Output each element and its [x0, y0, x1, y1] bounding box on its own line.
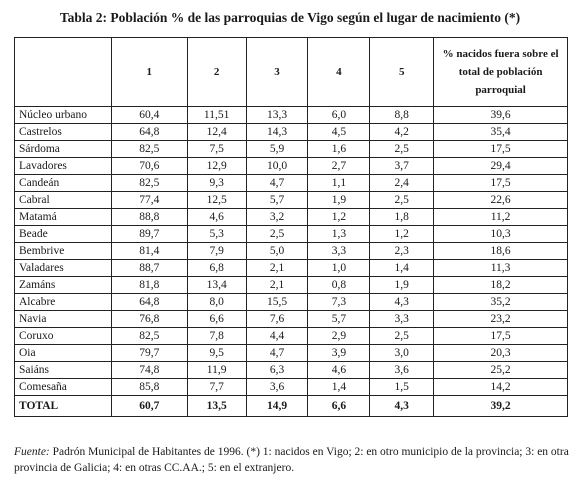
value-cell: 2,5 [370, 192, 434, 209]
value-cell: 60,4 [111, 107, 187, 124]
value-cell: 13,5 [187, 396, 246, 417]
value-cell: 14,2 [434, 379, 568, 396]
value-cell: 76,8 [111, 311, 187, 328]
value-cell: 3,0 [370, 345, 434, 362]
value-cell: 8,8 [370, 107, 434, 124]
value-cell: 9,5 [187, 345, 246, 362]
value-cell: 6,0 [308, 107, 370, 124]
value-cell: 64,8 [111, 124, 187, 141]
value-cell: 74,8 [111, 362, 187, 379]
value-cell: 4,4 [246, 328, 308, 345]
value-cell: 2,9 [308, 328, 370, 345]
value-cell: 4,5 [308, 124, 370, 141]
value-cell: 82,5 [111, 175, 187, 192]
header-cell-2: 2 [187, 38, 246, 107]
value-cell: 3,6 [246, 379, 308, 396]
value-cell: 2,4 [370, 175, 434, 192]
value-cell: 0,8 [308, 277, 370, 294]
parish-name-cell: Castrelos [15, 124, 112, 141]
value-cell: 13,4 [187, 277, 246, 294]
value-cell: 22,6 [434, 192, 568, 209]
parish-name-cell: Alcabre [15, 294, 112, 311]
value-cell: 1,8 [370, 209, 434, 226]
table-row [15, 260, 568, 277]
value-cell: 64,8 [111, 294, 187, 311]
table-row [15, 328, 568, 345]
parish-name-cell: Navia [15, 311, 112, 328]
value-cell: 1,2 [308, 209, 370, 226]
parish-name-cell: Coruxo [15, 328, 112, 345]
parish-name-cell: Valadares [15, 260, 112, 277]
value-cell: 3,7 [370, 158, 434, 175]
value-cell: 7,7 [187, 379, 246, 396]
header-cell-3: 3 [246, 38, 308, 107]
value-cell: 5,9 [246, 141, 308, 158]
value-cell: 9,3 [187, 175, 246, 192]
table-row [15, 124, 568, 141]
value-cell: 12,5 [187, 192, 246, 209]
value-cell: 7,8 [187, 328, 246, 345]
value-cell: 6,6 [308, 396, 370, 417]
value-cell: 2,1 [246, 260, 308, 277]
header-cell-5: 5 [370, 38, 434, 107]
value-cell: 77,4 [111, 192, 187, 209]
value-cell: 23,2 [434, 311, 568, 328]
value-cell: 20,3 [434, 345, 568, 362]
value-cell: 25,2 [434, 362, 568, 379]
value-cell: 3,9 [308, 345, 370, 362]
parish-name-cell: Zamáns [15, 277, 112, 294]
value-cell: 1,9 [308, 192, 370, 209]
value-cell: 1,0 [308, 260, 370, 277]
value-cell: 1,1 [308, 175, 370, 192]
value-cell: 4,6 [308, 362, 370, 379]
value-cell: 2,1 [246, 277, 308, 294]
parish-name-cell: Beade [15, 226, 112, 243]
table-row [15, 277, 568, 294]
table-body [15, 107, 568, 417]
table-row [15, 175, 568, 192]
parish-name-cell: Matamá [15, 209, 112, 226]
value-cell: 7,3 [308, 294, 370, 311]
value-cell: 5,7 [308, 311, 370, 328]
table-title: Tabla 2: Población % de las parroquias de Vigo según el lugar de nacimiento (*) [59, 10, 521, 25]
parish-name-cell: Saiáns [15, 362, 112, 379]
value-cell: 82,5 [111, 141, 187, 158]
table-row [15, 192, 568, 209]
value-cell: 1,5 [370, 379, 434, 396]
parish-name-cell: Comesaña [15, 379, 112, 396]
table-row [15, 311, 568, 328]
value-cell: 4,7 [246, 175, 308, 192]
parish-name-cell: Cabral [15, 192, 112, 209]
value-cell: 85,8 [111, 379, 187, 396]
parish-name-cell: Núcleo urbano [15, 107, 112, 124]
value-cell: 88,7 [111, 260, 187, 277]
value-cell: 7,9 [187, 243, 246, 260]
value-cell: 81,8 [111, 277, 187, 294]
value-cell: 2,5 [246, 226, 308, 243]
value-cell: 82,5 [111, 328, 187, 345]
value-cell: 4,7 [246, 345, 308, 362]
parish-name-cell: Oia [15, 345, 112, 362]
value-cell: 12,9 [187, 158, 246, 175]
value-cell: 10,0 [246, 158, 308, 175]
header-cell-4: 4 [308, 38, 370, 107]
value-cell: 2,3 [370, 243, 434, 260]
value-cell: 2,5 [370, 141, 434, 158]
value-cell: 4,3 [370, 396, 434, 417]
value-cell: 3,2 [246, 209, 308, 226]
table-row [15, 226, 568, 243]
table-row [15, 379, 568, 396]
value-cell: 35,2 [434, 294, 568, 311]
parish-name-cell: TOTAL [15, 396, 112, 417]
value-cell: 2,5 [370, 328, 434, 345]
value-cell: 5,7 [246, 192, 308, 209]
value-cell: 14,9 [246, 396, 308, 417]
value-cell: 12,4 [187, 124, 246, 141]
value-cell: 3,3 [308, 243, 370, 260]
value-cell: 15,5 [246, 294, 308, 311]
value-cell: 11,51 [187, 107, 246, 124]
value-cell: 7,6 [246, 311, 308, 328]
parish-name-cell: Sárdoma [15, 141, 112, 158]
value-cell: 6,6 [187, 311, 246, 328]
value-cell: 14,3 [246, 124, 308, 141]
value-cell: 8,0 [187, 294, 246, 311]
parish-name-cell: Bembrive [15, 243, 112, 260]
value-cell: 39,6 [434, 107, 568, 124]
value-cell: 3,6 [370, 362, 434, 379]
value-cell: 6,8 [187, 260, 246, 277]
value-cell: 5,3 [187, 226, 246, 243]
value-cell: 6,3 [246, 362, 308, 379]
value-cell: 18,2 [434, 277, 568, 294]
value-cell: 1,4 [308, 379, 370, 396]
footnote-text: Padrón Municipal de Habitantes de 1996. (*) 1: nacidos en Vigo; 2: en otro municipio de la provincia; 3: en otra provincia de Galicia; 4: en otras CC.AA.; 5: en el extranjero. [14, 446, 569, 474]
header-cell-1: 1 [111, 38, 187, 107]
value-cell: 13,3 [246, 107, 308, 124]
value-cell: 89,7 [111, 226, 187, 243]
value-cell: 1,2 [370, 226, 434, 243]
table-row [15, 345, 568, 362]
value-cell: 4,6 [187, 209, 246, 226]
value-cell: 81,4 [111, 243, 187, 260]
value-cell: 17,5 [434, 141, 568, 158]
value-cell: 88,8 [111, 209, 187, 226]
table-row [15, 209, 568, 226]
value-cell: 60,7 [111, 396, 187, 417]
value-cell: 18,6 [434, 243, 568, 260]
value-cell: 39,2 [434, 396, 568, 417]
footnote-source-label: Fuente: [14, 446, 50, 458]
value-cell: 1,4 [370, 260, 434, 277]
parish-name-cell: Candeán [15, 175, 112, 192]
value-cell: 4,2 [370, 124, 434, 141]
value-cell: 11,3 [434, 260, 568, 277]
value-cell: 17,5 [434, 328, 568, 345]
value-cell: 4,3 [370, 294, 434, 311]
header-row [15, 38, 568, 107]
footnote [14, 444, 570, 476]
value-cell: 10,3 [434, 226, 568, 243]
value-cell: 35,4 [434, 124, 568, 141]
value-cell: 1,3 [308, 226, 370, 243]
header-cell-born-outside: % nacidos fuera sobre el total de población parroquial [434, 38, 568, 107]
table-row [15, 141, 568, 158]
value-cell: 70,6 [111, 158, 187, 175]
value-cell: 11,9 [187, 362, 246, 379]
value-cell: 11,2 [434, 209, 568, 226]
population-table [14, 37, 568, 417]
value-cell: 7,5 [187, 141, 246, 158]
table-row [15, 158, 568, 175]
value-cell: 5,0 [246, 243, 308, 260]
value-cell: 3,3 [370, 311, 434, 328]
table-row [15, 294, 568, 311]
total-row [15, 396, 568, 417]
value-cell: 17,5 [434, 175, 568, 192]
value-cell: 29,4 [434, 158, 568, 175]
value-cell: 1,9 [370, 277, 434, 294]
table-row [15, 243, 568, 260]
value-cell: 2,7 [308, 158, 370, 175]
header-cell-parish [15, 38, 112, 107]
value-cell: 1,6 [308, 141, 370, 158]
table-row [15, 362, 568, 379]
table-row [15, 107, 568, 124]
value-cell: 79,7 [111, 345, 187, 362]
parish-name-cell: Lavadores [15, 158, 112, 175]
